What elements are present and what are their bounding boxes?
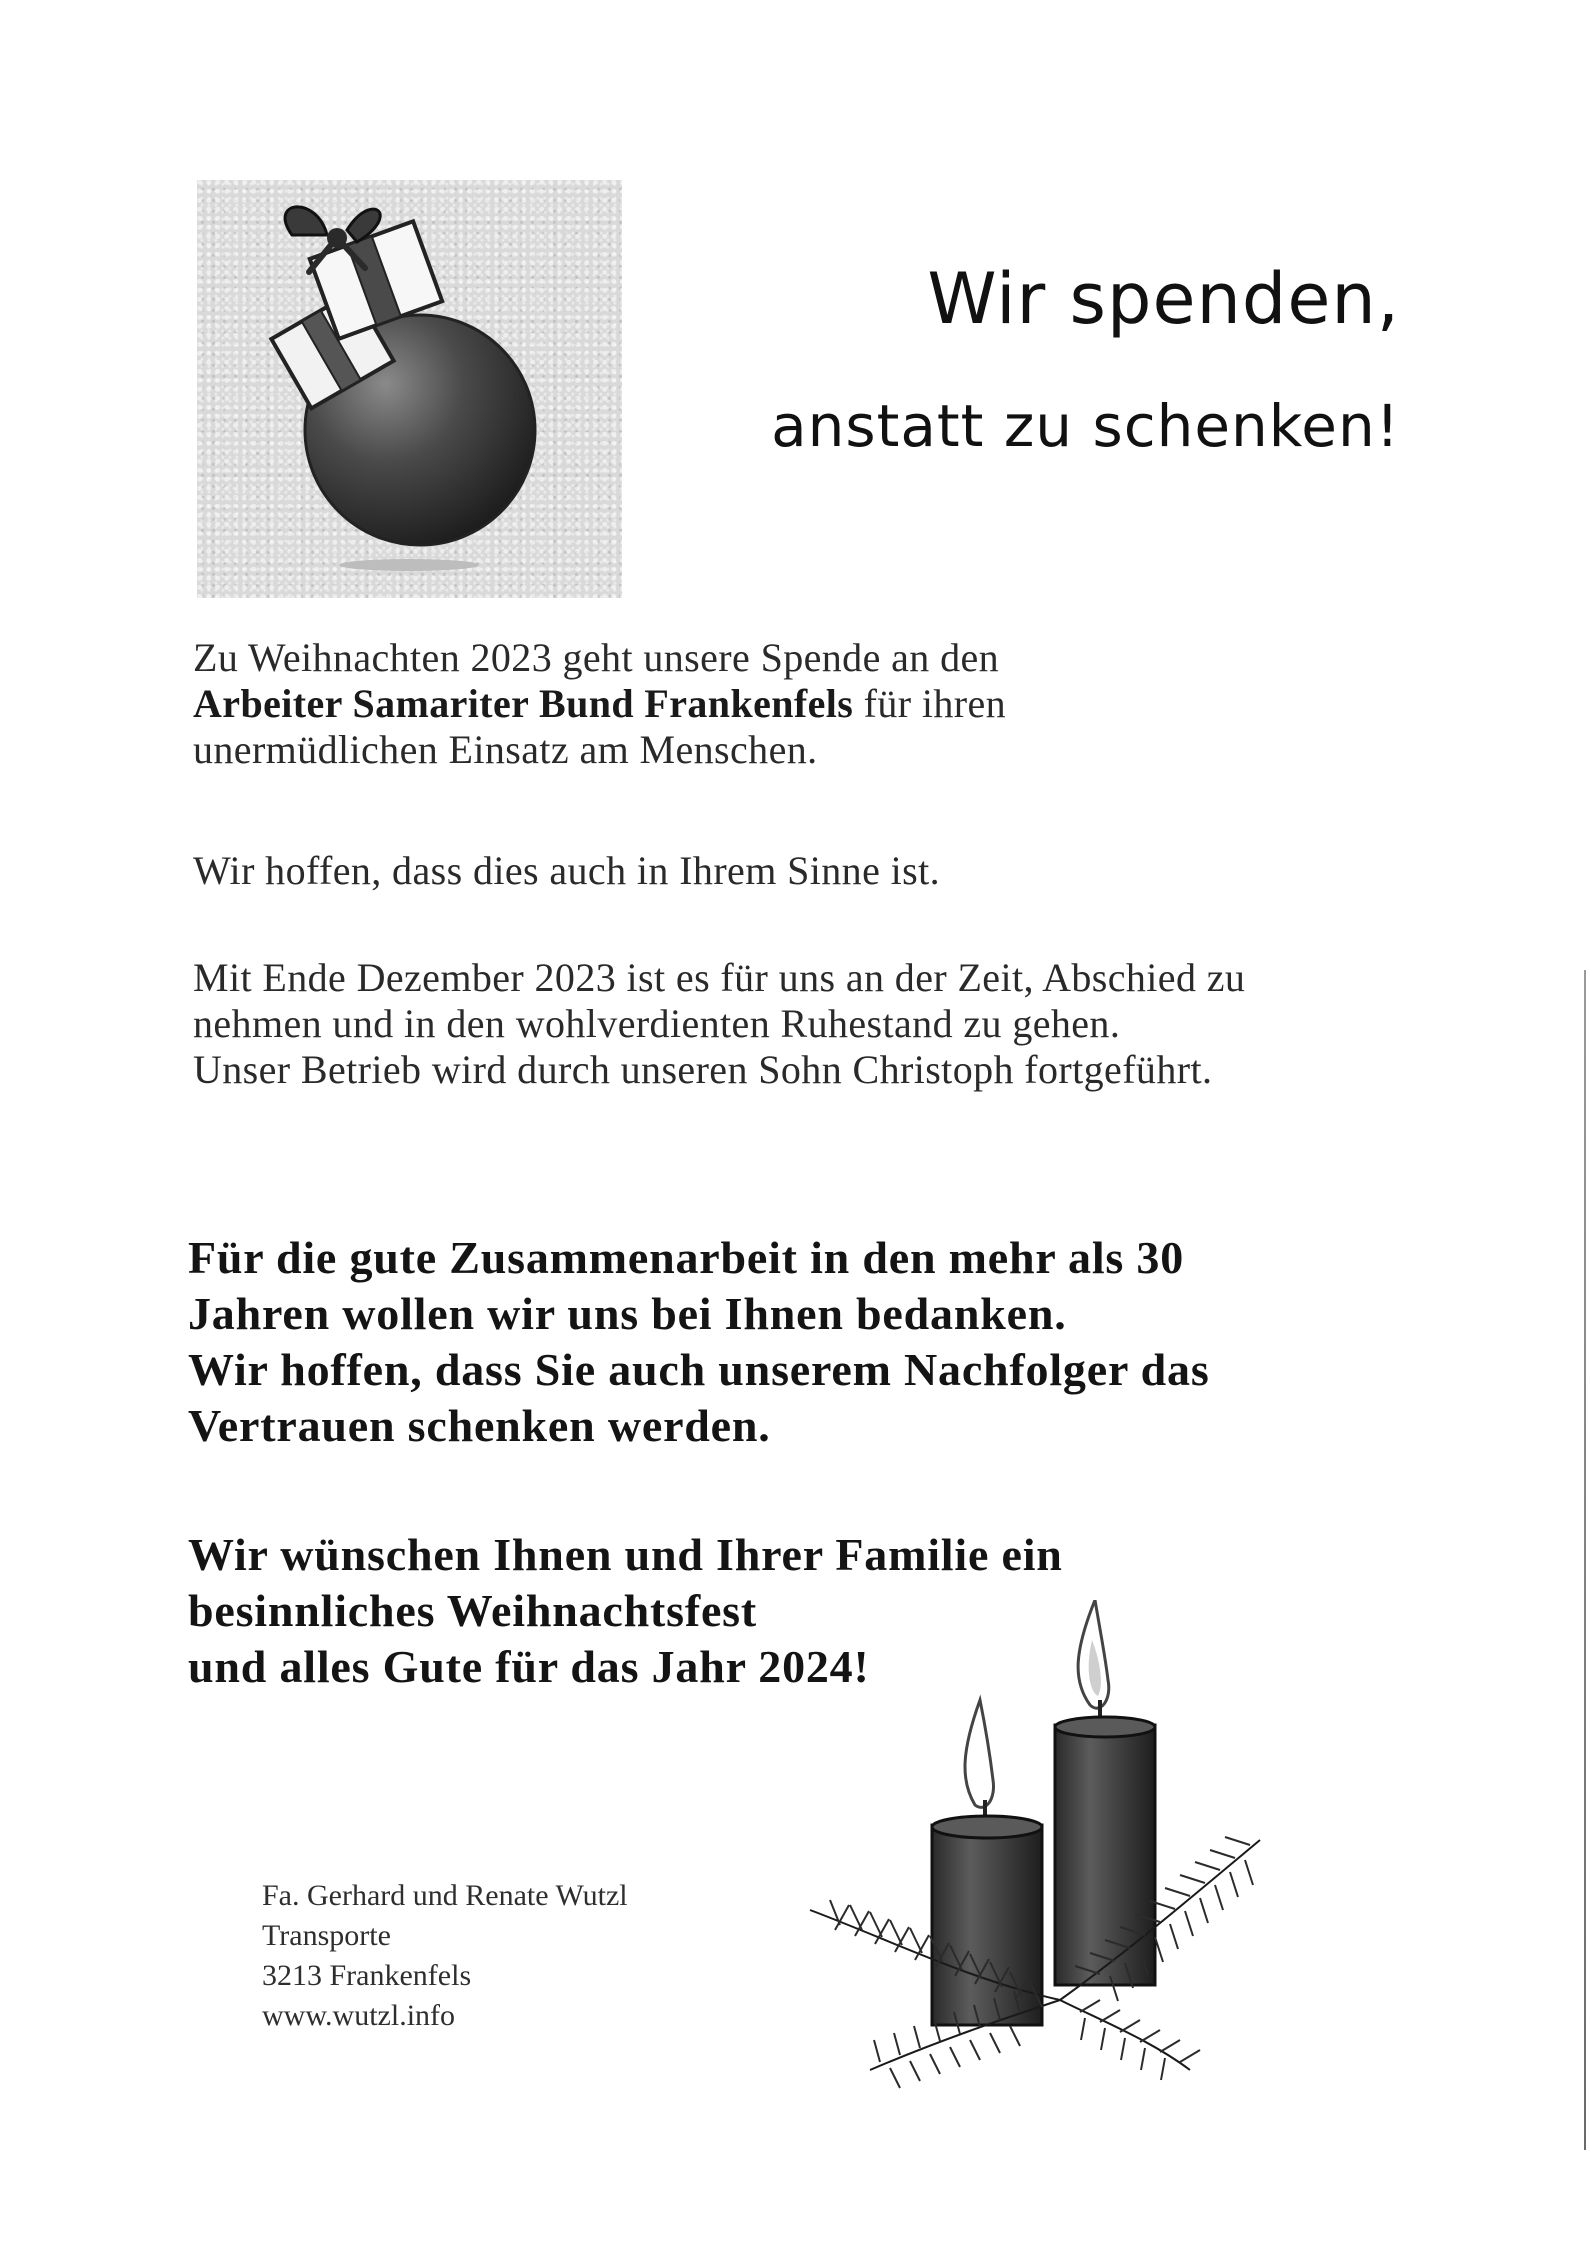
donation-paragraph bbox=[193, 635, 1193, 773]
donation-paragraph-line-2 bbox=[193, 681, 1193, 727]
signature-address: 3213 Frankenfels bbox=[262, 1959, 472, 1992]
signature-website: www.wutzl.info bbox=[262, 1999, 456, 2032]
thanks-line-2: Jahren wollen wir uns bei Ihnen bedanken. bbox=[188, 1288, 1067, 1339]
wishes-line-2: besinnliches Weihnachtsfest bbox=[188, 1585, 757, 1636]
signature-business: Transporte bbox=[262, 1919, 391, 1952]
scan-edge-line bbox=[1584, 970, 1586, 2150]
heading-line-2: anstatt zu schenken! bbox=[771, 392, 1400, 460]
thanks-block bbox=[188, 1230, 1388, 1454]
donation-paragraph-rest-2: unermüdlichen Einsatz am Menschen. bbox=[193, 727, 818, 772]
retirement-paragraph bbox=[193, 955, 1413, 1093]
signature-block bbox=[262, 1876, 628, 2036]
organisation-name: Arbeiter Samariter Bund Frankenfels bbox=[193, 681, 854, 726]
thanks-line-4: Vertrauen schenken werden. bbox=[188, 1400, 771, 1451]
retirement-line-1: Mit Ende Dezember 2023 ist es für uns an der Zeit, Abschied zu bbox=[193, 955, 1246, 1000]
christmas-bauble-with-gift-icon bbox=[197, 180, 622, 598]
donation-paragraph-rest-1: für ihren bbox=[863, 681, 1007, 726]
wishes-line-1: Wir wünschen Ihnen und Ihrer Familie ein bbox=[188, 1529, 1063, 1580]
hope-paragraph: Wir hoffen, dass dies auch in Ihrem Sinne ist. bbox=[193, 848, 941, 893]
donation-paragraph-lead: Zu Weihnachten 2023 geht unsere Spende an den bbox=[193, 635, 1000, 680]
retirement-line-3: Unser Betrieb wird durch unseren Sohn Christoph fortgeführt. bbox=[193, 1047, 1213, 1092]
thanks-line-3: Wir hoffen, dass Sie auch unserem Nachfolger das bbox=[188, 1344, 1210, 1395]
retirement-line-2: nehmen und in den wohlverdienten Ruhestand zu gehen. bbox=[193, 1001, 1121, 1046]
thanks-line-1: Für die gute Zusammenarbeit in den mehr als 30 bbox=[188, 1232, 1185, 1283]
signature-name: Fa. Gerhard und Renate Wutzl bbox=[262, 1879, 628, 1912]
advent-candles-with-fir-branches-icon bbox=[800, 1600, 1270, 2090]
heading-line-1: Wir spenden, bbox=[927, 258, 1400, 340]
wishes-line-3: und alles Gute für das Jahr 2024! bbox=[188, 1641, 870, 1692]
